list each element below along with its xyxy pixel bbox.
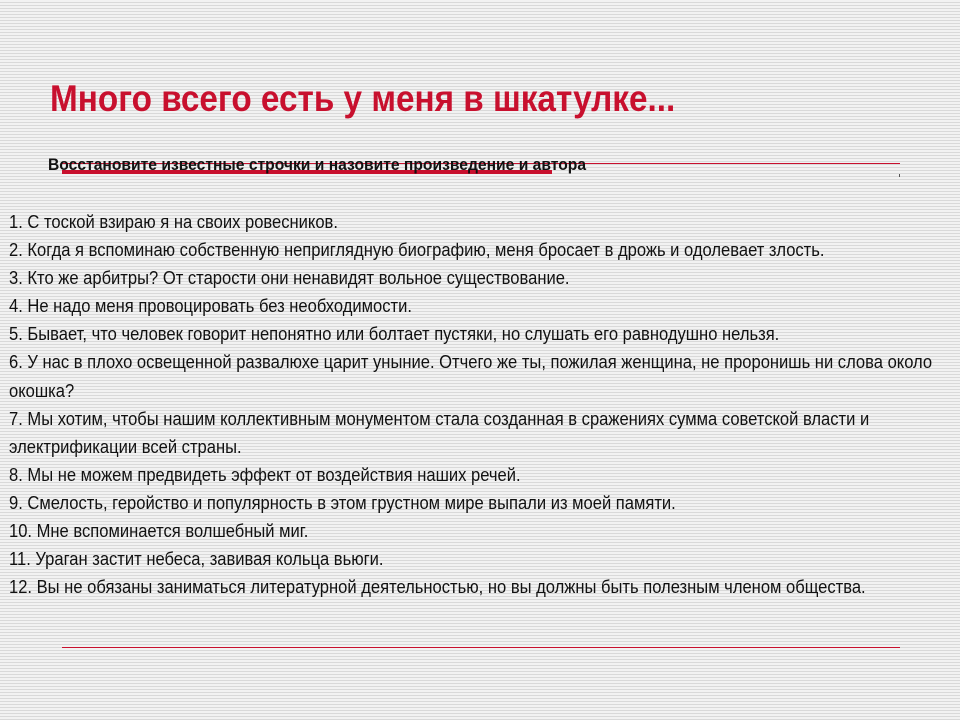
quote-item-6: 6. У нас в плохо освещенной развалюхе царит уныние. Отчего же ты, пожилая женщина, не проронишь ни слова около окошка? <box>9 352 933 401</box>
quote-item-12: 12. Вы не обязаны заниматься литературной деятельностью, но вы должны быть полезным членом общества. <box>9 577 866 598</box>
quote-item-4: 4. Не надо меня провоцировать без необходимости. <box>9 296 412 317</box>
decorative-tick <box>899 174 900 177</box>
quote-item-5: 5. Бывает, что человек говорит непонятно или болтает пустяки, но слушать его равнодушно нельзя. <box>9 324 780 345</box>
bottom-rule <box>62 647 900 648</box>
quote-item-1: 1. С тоской взираю я на своих ровесников. <box>9 212 338 232</box>
slide-title: Много всего есть у меня в шкатулке... <box>50 78 676 119</box>
quote-item-8: 8. Мы не можем предвидеть эффект от воздействия наших речей. <box>9 464 521 485</box>
quote-item-2: 2. Когда я вспоминаю собственную неприглядную биографию, меня бросает в дрожь и одолевает злость. <box>9 240 825 261</box>
quote-item-10: 10. Мне вспоминается волшебный миг. <box>9 521 309 542</box>
quote-list <box>9 208 947 601</box>
slide-subtitle: Восстановите известные строчки и назовите произведение и автора <box>48 155 587 174</box>
quote-item-9: 9. Смелость, геройство и популярность в этом грустном мире выпали из моей памяти. <box>9 492 676 513</box>
quote-item-7: 7. Мы хотим, чтобы нашим коллективным монументом стала созданная в сражениях сумма советской власти и электрификации всей страны. <box>9 408 870 457</box>
quote-item-11: 11. Ураган застит небеса, завивая кольца вьюги. <box>9 549 384 570</box>
quote-item-3: 3. Кто же арбитры? От старости они ненавидят вольное существование. <box>9 268 570 289</box>
